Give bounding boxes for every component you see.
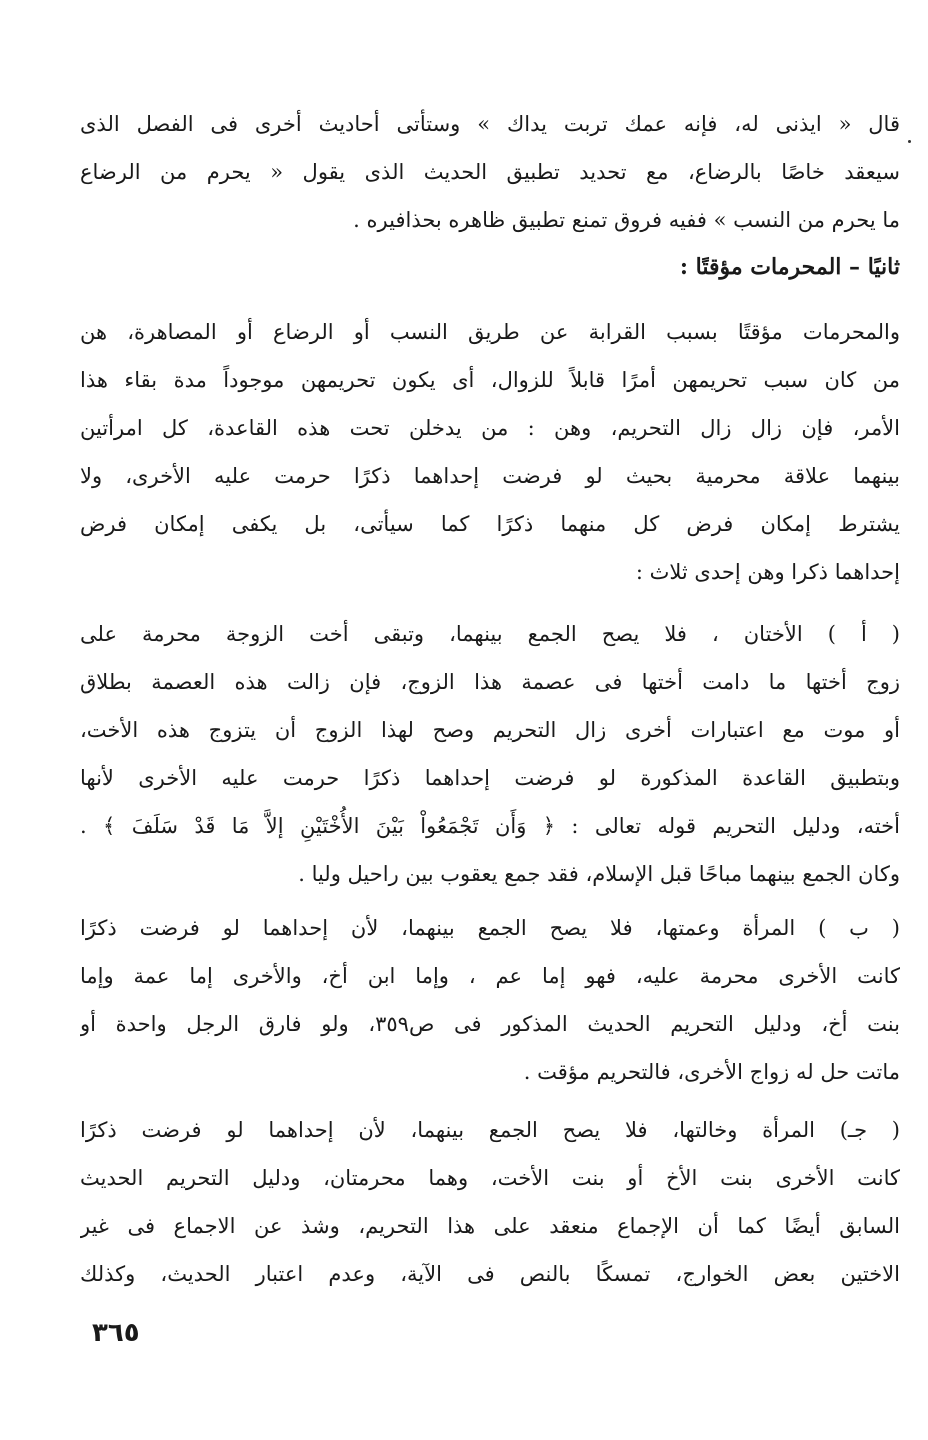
text-line: أخته، ودليل التحريم قوله تعالى : ﴿ وَأَن تَجْمَعُواْ بَيْنَ الأُخْتَيْنِ إلاَّ مَا قَدْ سَلَفَ ﴾ . [80,814,900,838]
text-line: يشترط إمكان فرض كل منهما ذكرًا كما سيأتى، بل يكفى إمكان فرض [80,512,900,536]
paragraph-intro [80,308,900,596]
text-line: ( أ ) الأختان ، فلا يصح الجمع بينهما، وتبقى أخت الزوجة محرمة على [80,622,900,646]
paragraph-item-c [80,1106,900,1298]
text-line: كانت الأخرى محرمة عليه، فهو إما عم ، وإما ابن أخ، والأخرى إما عمة وإما [80,964,900,988]
text-line: ( جـ) المرأة وخالتها، فلا يصح الجمع بينهما، لأن إحداهما لو فرضت ذكرًا [80,1118,900,1142]
text-line: ( ب ) المرأة وعمتها، فلا يصح الجمع بينهما، لأن إحداهما لو فرضت ذكرًا [80,916,900,940]
text-line: قال « ايذنى له، فإنه عمك تربت يداك » وستأتى أحاديث أخرى فى الفصل الذى [80,112,900,136]
page-body [80,100,900,1298]
text-line: زوج أختها ما دامت أختها فى عصمة هذا الزوج، فإن زالت هذه العصمة بطلاق [80,670,900,694]
text-line: السابق أيضًا كما أن الإجماع منعقد على هذا التحريم، وشذ عن الاجماع فى غير [80,1214,900,1238]
text-line: كانت الأخرى بنت الأخ أو بنت الأخت، وهما محرمتان، ودليل التحريم الحديث [80,1166,900,1190]
text-line: ماتت حل له زواج الأخرى، فالتحريم مؤقت . [523,1060,900,1084]
section-heading: ثانيًا – المحرمات مؤقتًا : [679,254,900,280]
paragraph-item-b [80,904,900,1096]
scan-speck [908,140,911,143]
paragraph-continuation [80,100,900,244]
text-line: الاختين بعض الخوارج، تمسكًا بالنص فى الآية، وعدم اعتبار الحديث، وكذلك [80,1262,900,1286]
text-line: بنت أخ، ودليل التحريم الحديث المذكور فى ص٣٥٩، ولو فارق الرجل واحدة أو [80,1012,900,1036]
text-line: سيعقد خاصًا بالرضاع، مع تحديد تطبيق الحديث الذى يقول « يحرم من الرضاع [80,160,900,184]
text-line: أو موت مع اعتبارات أخرى زال التحريم وصح لهذا الزوج أن يتزوج هذه الأخت، [80,718,900,742]
page-number: ٣٦٥ [92,1318,140,1348]
text-line: بينهما علاقة محرمية بحيث لو فرضت إحداهما ذكرًا حرمت عليه الأخرى، ولا [80,464,900,488]
paragraph-item-a [80,610,900,898]
text-line: من كان سبب تحريمهن أمرًا قابلاً للزوال، أى يكون تحريمهن موجوداً مدة بقاء هذا [80,368,900,392]
text-line: والمحرمات مؤقتًا بسبب القرابة عن طريق النسب أو الرضاع أو المصاهرة، هن [80,320,900,344]
text-line: وبتطبيق القاعدة المذكورة لو فرضت إحداهما ذكرًا حرمت عليه الأخرى لأنها [80,766,900,790]
text-line: وكان الجمع بينهما مباحًا قبل الإسلام، فقد جمع يعقوب بين راحيل وليا . [298,862,900,886]
text-line: الأمر، فإن زال زال التحريم، وهن : من يدخلن تحت هذه القاعدة، كل امرأتين [80,416,900,440]
text-line: ما يحرم من النسب » ففيه فروق تمنع تطبيق ظاهره بحذافيره . [353,208,900,232]
text-line: إحداهما ذكرا وهن إحدى ثلاث : [635,560,900,584]
